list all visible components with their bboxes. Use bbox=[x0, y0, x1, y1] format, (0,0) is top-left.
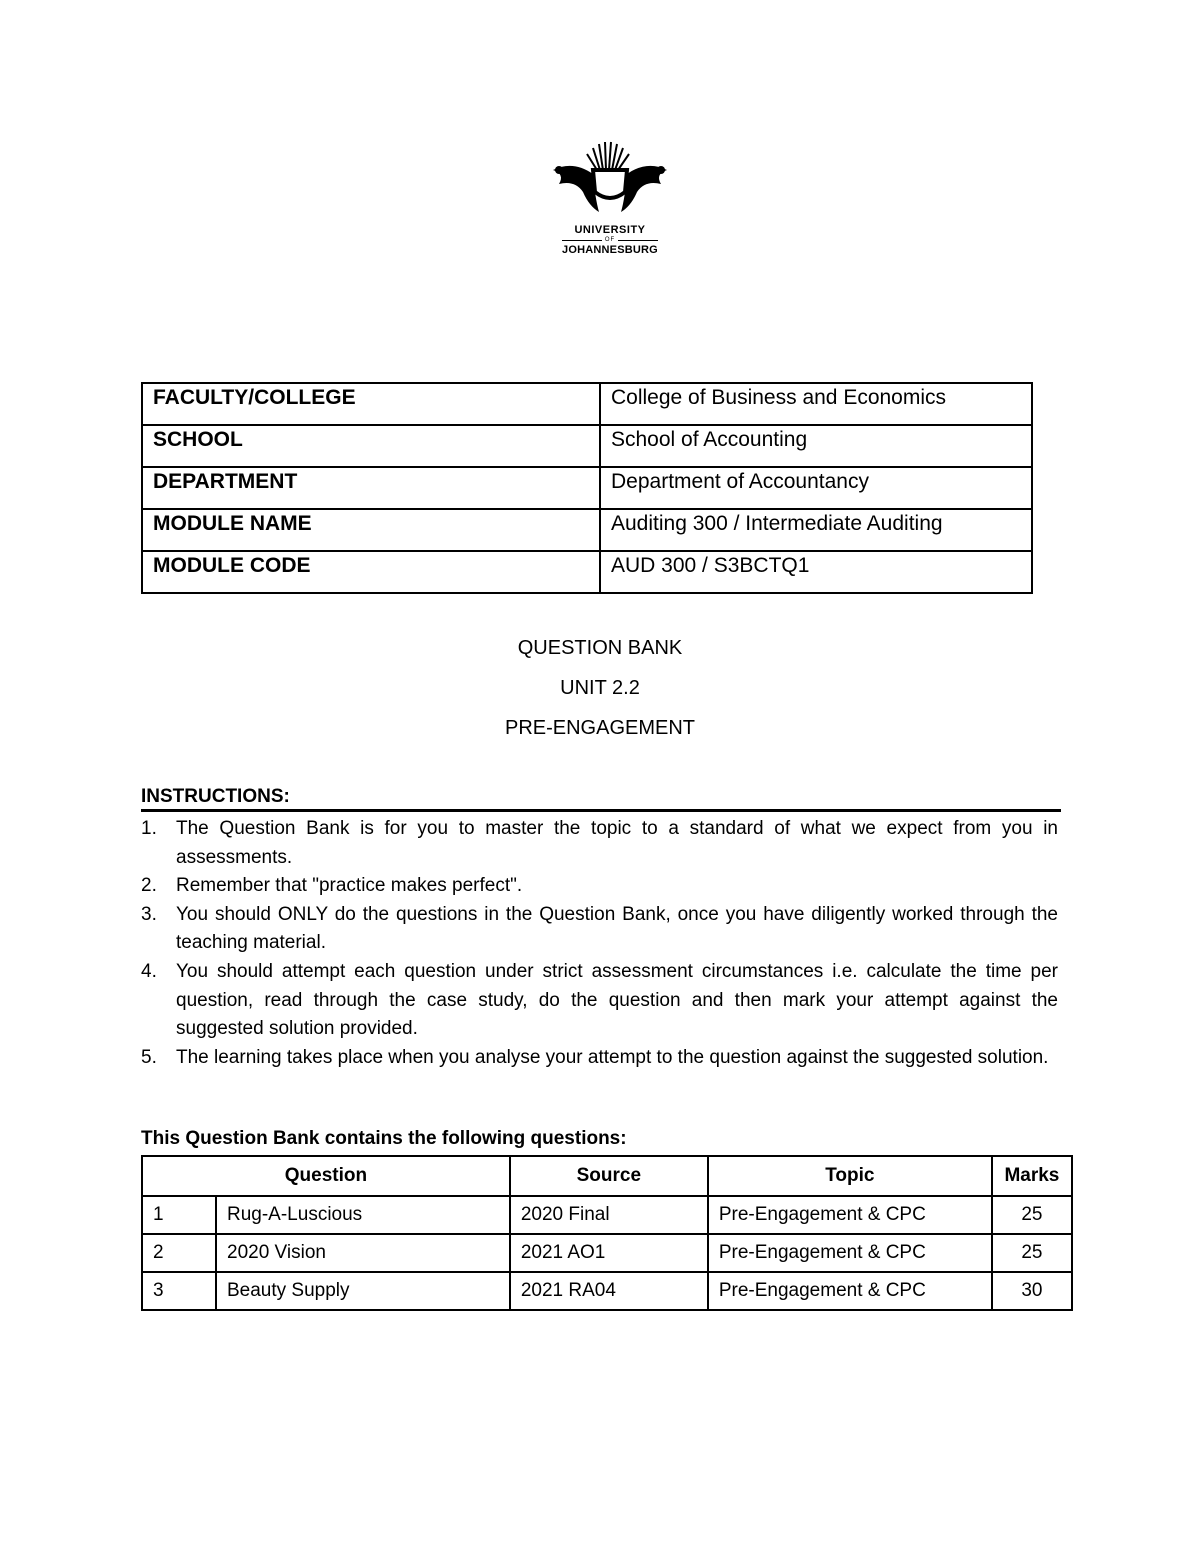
question-name: Rug-A-Luscious bbox=[216, 1196, 510, 1234]
question-number: 3 bbox=[142, 1272, 216, 1310]
question-source: 2021 AO1 bbox=[510, 1234, 708, 1272]
question-marks: 30 bbox=[992, 1272, 1072, 1310]
info-row bbox=[142, 383, 1032, 425]
logo-university-text: UNIVERSITY bbox=[574, 224, 646, 236]
title-unit: UNIT 2.2 bbox=[560, 677, 640, 699]
header-marks: Marks bbox=[992, 1156, 1072, 1196]
question-name: 2020 Vision bbox=[216, 1234, 510, 1272]
info-label: MODULE NAME bbox=[142, 509, 600, 551]
item-number: 1. bbox=[141, 818, 157, 839]
item-text: You should attempt each question under strict assessment circumstances i.e. calculate the time per question, read through the case study, do the question and then mark your attempt against the suggested solution provided. bbox=[176, 960, 1058, 1040]
table-row bbox=[142, 1234, 1072, 1272]
list-item bbox=[141, 901, 1058, 958]
info-value: AUD 300 / S3BCTQ1 bbox=[600, 551, 1032, 593]
title-topic: PRE-ENGAGEMENT bbox=[504, 717, 696, 739]
item-text: You should ONLY do the questions in the Question Bank, once you have diligently worked through the teaching material. bbox=[176, 903, 1058, 954]
question-marks: 25 bbox=[992, 1234, 1072, 1272]
item-text: Remember that "practice makes perfect". bbox=[176, 875, 523, 897]
document-titles bbox=[0, 634, 1200, 754]
question-marks: 25 bbox=[992, 1196, 1072, 1234]
info-value: Department of Accountancy bbox=[600, 467, 1032, 509]
info-label: DEPARTMENT bbox=[142, 467, 600, 509]
question-source: 2021 RA04 bbox=[510, 1272, 708, 1310]
header-question: Question bbox=[142, 1156, 510, 1196]
question-source: 2020 Final bbox=[510, 1196, 708, 1234]
question-topic: Pre-Engagement & CPC bbox=[708, 1272, 992, 1310]
question-name: Beauty Supply bbox=[216, 1272, 510, 1310]
info-row bbox=[142, 551, 1032, 593]
info-label: MODULE CODE bbox=[142, 551, 600, 593]
info-value: Auditing 300 / Intermediate Auditing bbox=[600, 509, 1032, 551]
title-question-bank: QUESTION BANK bbox=[517, 637, 683, 659]
table-row bbox=[142, 1272, 1072, 1310]
info-row bbox=[142, 467, 1032, 509]
list-item bbox=[141, 815, 1058, 872]
question-number: 1 bbox=[142, 1196, 216, 1234]
table-row bbox=[142, 1196, 1072, 1234]
questions-table bbox=[141, 1155, 1073, 1311]
info-row bbox=[142, 509, 1032, 551]
question-bank-heading: This Question Bank contains the following questions: bbox=[141, 1128, 627, 1149]
instructions-heading: INSTRUCTIONS: bbox=[141, 785, 1061, 812]
table-header-row bbox=[142, 1156, 1072, 1196]
item-number: 5. bbox=[141, 1046, 157, 1068]
item-number: 4. bbox=[141, 960, 157, 982]
university-logo bbox=[540, 140, 680, 265]
list-item bbox=[141, 872, 1058, 901]
info-label: SCHOOL bbox=[142, 425, 600, 467]
question-topic: Pre-Engagement & CPC bbox=[708, 1196, 992, 1234]
info-value: School of Accounting bbox=[600, 425, 1032, 467]
question-topic: Pre-Engagement & CPC bbox=[708, 1234, 992, 1272]
info-value: College of Business and Economics bbox=[600, 383, 1032, 425]
logo-johannesburg-text: JOHANNESBURG bbox=[562, 244, 658, 256]
item-number: 3. bbox=[141, 903, 157, 925]
header-source: Source bbox=[510, 1156, 708, 1196]
logo-crest-icon bbox=[545, 140, 675, 222]
item-number: 2. bbox=[141, 875, 157, 897]
info-row bbox=[142, 425, 1032, 467]
instructions-list bbox=[141, 815, 1058, 1072]
item-text: The Question Bank is for you to master the topic to a standard of what we expect from you in assessments. bbox=[176, 818, 1058, 868]
info-label: FACULTY/COLLEGE bbox=[142, 383, 600, 425]
list-item bbox=[141, 958, 1058, 1044]
list-item bbox=[141, 1044, 1058, 1073]
logo-of-text: OF bbox=[540, 236, 680, 244]
module-info-table bbox=[141, 382, 1033, 594]
header-topic: Topic bbox=[708, 1156, 992, 1196]
question-number: 2 bbox=[142, 1234, 216, 1272]
item-text: The learning takes place when you analyse your attempt to the question against the suggested solution. bbox=[176, 1046, 1049, 1068]
